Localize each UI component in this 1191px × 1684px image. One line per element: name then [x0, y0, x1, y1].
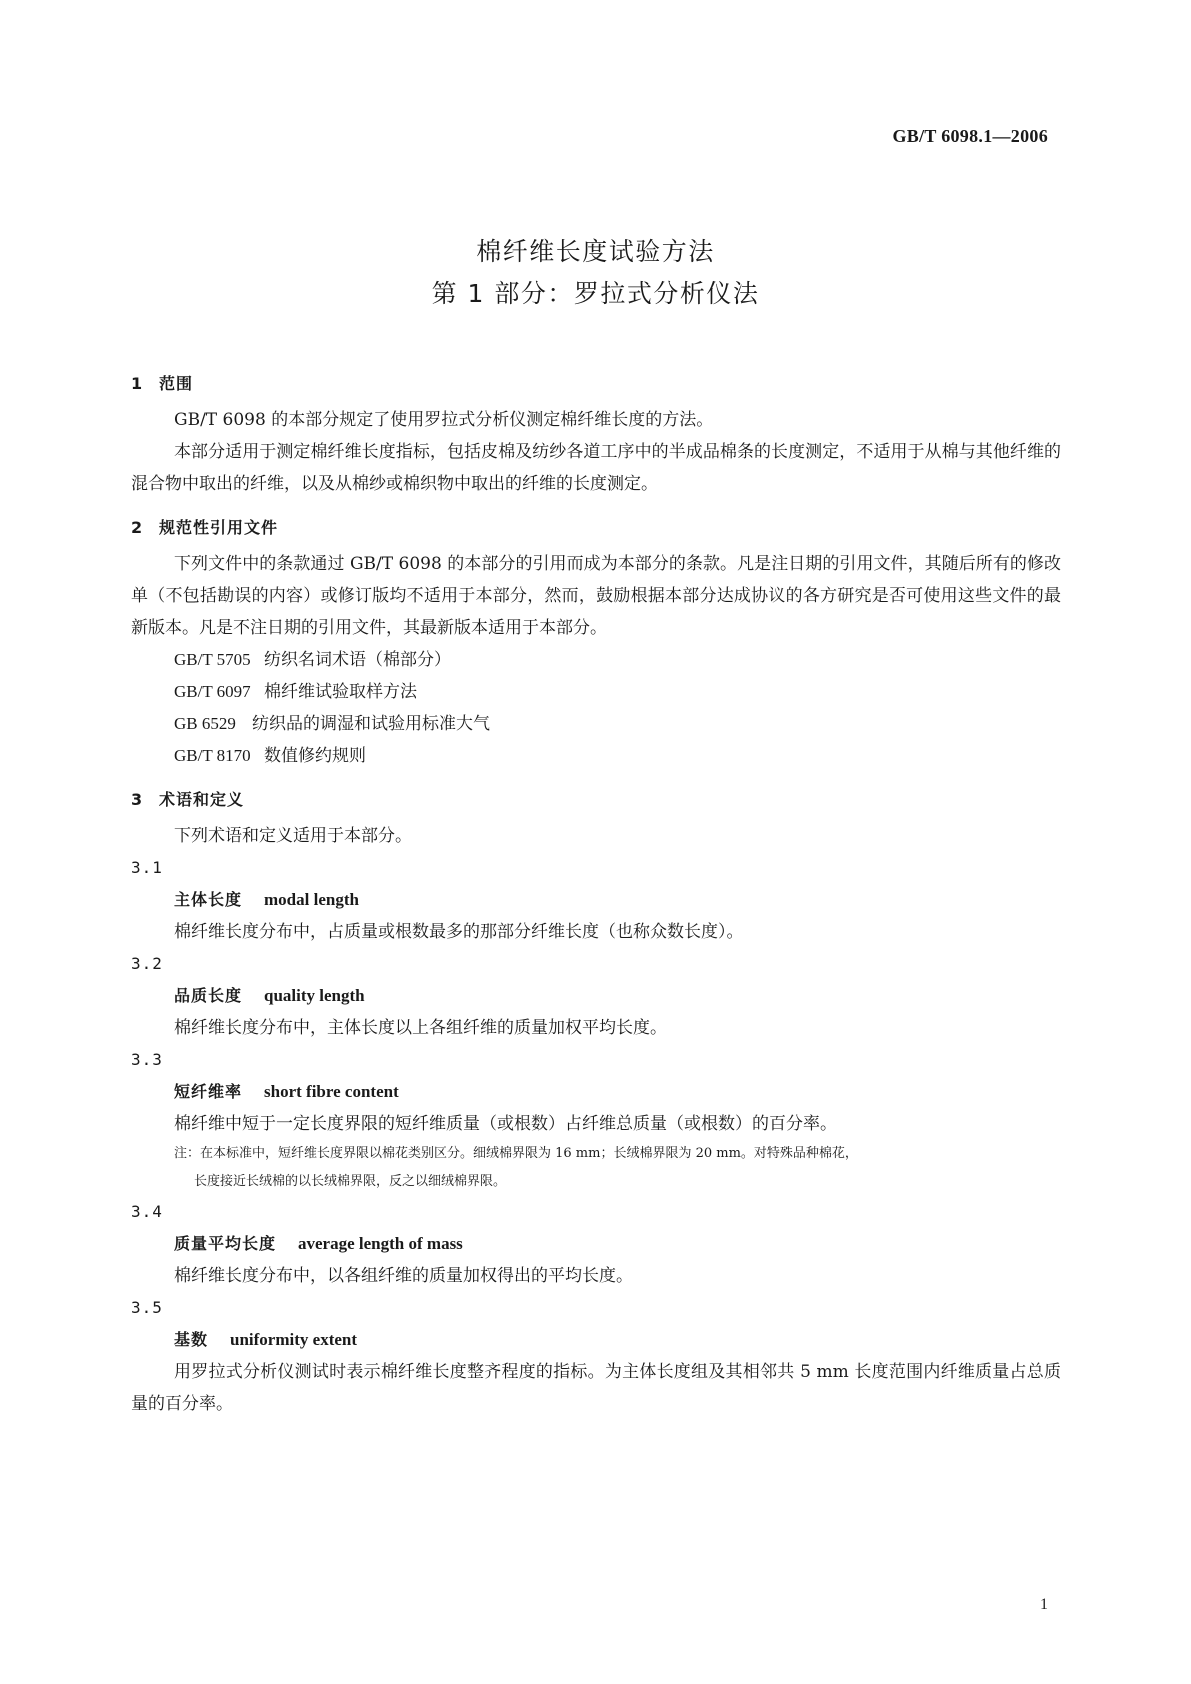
term-english: quality length [264, 986, 365, 1005]
section-title: 术语和定义 [159, 790, 245, 809]
reference-title: 纺织名词术语（棉部分） [264, 650, 451, 670]
term-definition: 棉纤维中短于一定长度界限的短纤维质量（或根数）占纤维总质量（或根数）的百分率。 [174, 1114, 837, 1134]
reference-item [131, 708, 1061, 740]
term-chinese: 基数 [174, 1330, 209, 1349]
term-note [131, 1140, 1061, 1196]
section-number: 3 [131, 790, 144, 809]
page-number: 1 [1040, 1596, 1048, 1613]
note-line: 长度接近长绒棉的以长绒棉界限，反之以细绒棉界限。 [194, 1174, 507, 1189]
paragraph: 下列文件中的条款通过 GB/T 6098 的本部分的引用而成为本部分的条款。凡是注日期的引用文件，其随后所有的修改单（不包括勘误的内容）或修订版均不适用于本部分，然而，鼓励根据本部分达成协议的各方研究是否可使用这些文件的最新版本。凡是不注日期的引用文件，其最新版本适用于本部分。 [131, 554, 1061, 638]
reference-code: GB/T 6097 [174, 682, 251, 701]
term-english: uniformity extent [230, 1330, 358, 1349]
term-entry [131, 980, 1061, 1012]
term-number: 3.3 [131, 1050, 163, 1069]
term-entry [131, 884, 1061, 916]
term-entry [131, 1324, 1061, 1356]
reference-item [131, 740, 1061, 772]
term-definition: 用罗拉式分析仪测试时表示棉纤维长度整齐程度的指标。为主体长度组及其相邻共 5 mm 长度范围内纤维质量占总质量的百分率。 [131, 1362, 1061, 1414]
reference-title: 纺织品的调湿和试验用标准大气 [252, 714, 490, 734]
reference-code: GB/T 5705 [174, 650, 251, 669]
term-chinese: 短纤维率 [174, 1082, 243, 1101]
term-number: 3.4 [131, 1202, 163, 1221]
term-chinese: 品质长度 [174, 986, 243, 1005]
reference-item [131, 676, 1061, 708]
paragraph: 本部分适用于测定棉纤维长度指标，包括皮棉及纺纱各道工序中的半成品棉条的长度测定，不适用于从棉与其他纤维的混合物中取出的纤维，以及从棉纱或棉织物中取出的纤维的长度测定。 [131, 442, 1061, 494]
reference-code: GB 6529 [174, 714, 236, 733]
section-title: 规范性引用文件 [159, 518, 279, 537]
term-english: average length of mass [298, 1234, 463, 1253]
term-definition: 棉纤维长度分布中，主体长度以上各组纤维的质量加权平均长度。 [174, 1018, 667, 1038]
section-heading-normative-references [131, 512, 1061, 544]
section-number: 2 [131, 518, 144, 537]
reference-title: 棉纤维试验取样方法 [264, 682, 417, 702]
section-number: 1 [131, 374, 144, 393]
term-number: 3.5 [131, 1298, 163, 1317]
section-heading-terms-definitions [131, 784, 1061, 816]
reference-code: GB/T 8170 [174, 746, 251, 765]
term-definition: 棉纤维长度分布中，以各组纤维的质量加权得出的平均长度。 [174, 1266, 633, 1286]
term-number: 3.1 [131, 858, 163, 877]
term-chinese: 质量平均长度 [174, 1234, 277, 1253]
document-subtitle: 第 1 部分：罗拉式分析仪法 [431, 279, 760, 308]
term-english: short fibre content [264, 1082, 399, 1101]
reference-title: 数值修约规则 [264, 746, 366, 766]
term-entry [131, 1228, 1061, 1260]
term-english: modal length [264, 890, 359, 909]
paragraph: 下列术语和定义适用于本部分。 [174, 826, 412, 846]
term-chinese: 主体长度 [174, 890, 243, 909]
term-number: 3.2 [131, 954, 163, 973]
section-heading-scope [131, 368, 1061, 400]
paragraph: GB/T 6098 的本部分规定了使用罗拉式分析仪测定棉纤维长度的方法。 [174, 410, 714, 430]
term-definition: 棉纤维长度分布中，占质量或根数最多的那部分纤维长度（也称众数长度）。 [174, 922, 744, 942]
reference-item [131, 644, 1061, 676]
section-title: 范围 [159, 374, 194, 393]
term-entry [131, 1076, 1061, 1108]
document-body [131, 368, 1061, 1420]
document-title: 棉纤维长度试验方法 [476, 237, 715, 266]
standard-code: GB/T 6098.1—2006 [892, 126, 1048, 146]
note-line: 注：在本标准中，短纤维长度界限以棉花类别区分。细绒棉界限为 16 mm；长绒棉界限为 20 mm。对特殊品种棉花， [174, 1146, 858, 1161]
